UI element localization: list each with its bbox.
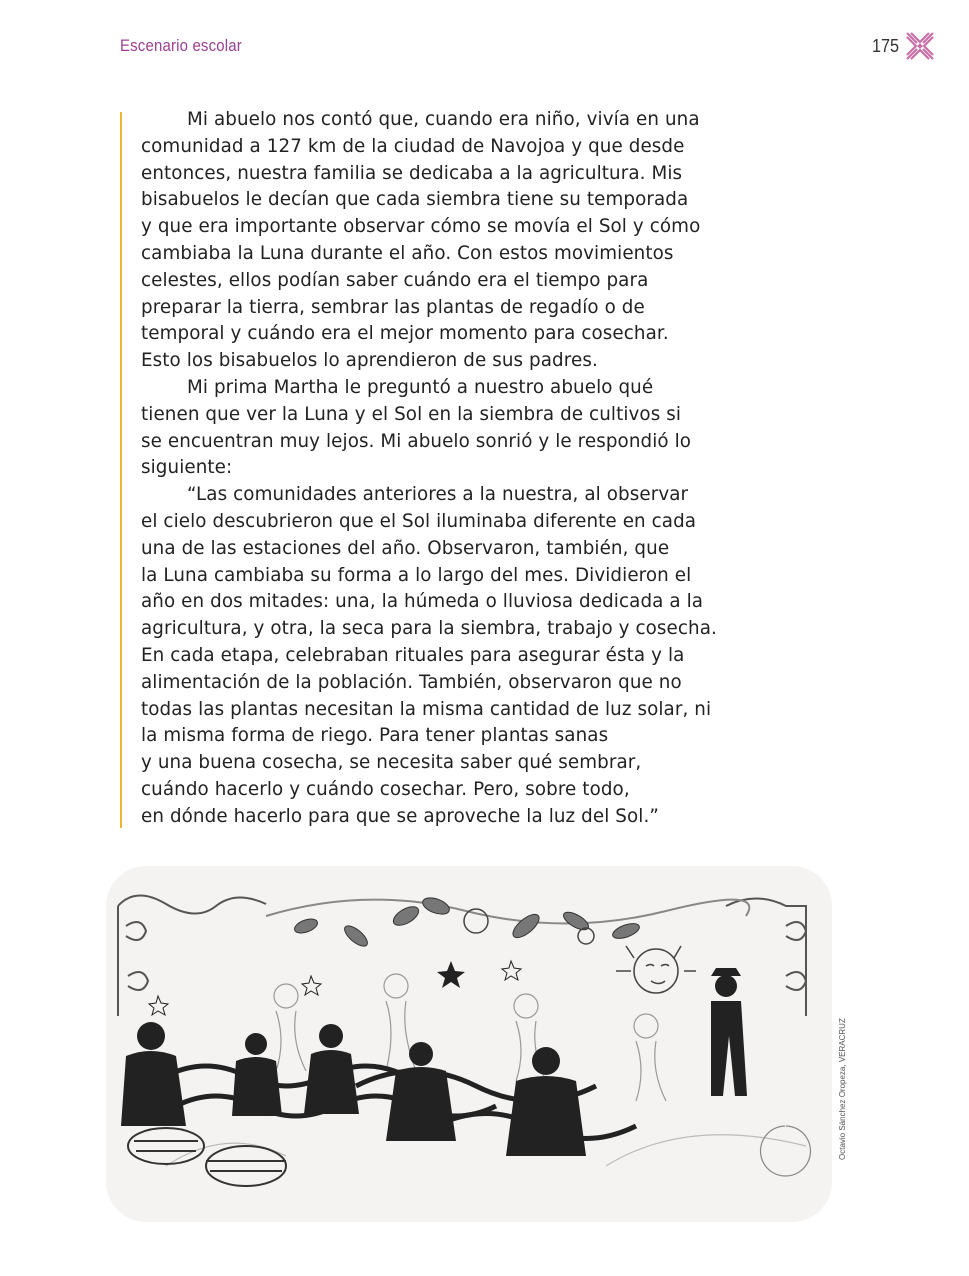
- ink-illustration: [106, 866, 832, 1222]
- text-line: Esto los bisabuelos lo aprendieron de sus padres.: [141, 350, 598, 372]
- geometric-cross-logo-icon: [904, 30, 936, 62]
- text-line: el cielo descubrieron que el Sol iluminaba diferente en cada: [141, 510, 697, 532]
- text-line: “Las comunidades anteriores a la nuestra, al observar: [187, 484, 689, 506]
- text-line: se encuentran muy lejos. Mi abuelo sonrió y le respondió lo: [141, 430, 692, 452]
- page-number: 175: [872, 36, 900, 56]
- text-line: cuándo hacerlo y cuándo cosechar. Pero, sobre todo,: [141, 778, 630, 800]
- text-line: En cada etapa, celebraban rituales para asegurar ésta y la: [141, 644, 685, 666]
- text-line: bisabuelos le decían que cada siembra tiene su temporada: [141, 189, 689, 211]
- text-line: y una buena cosecha, se necesita saber qué sembrar,: [141, 752, 642, 774]
- section-title: Escenario escolar: [120, 36, 242, 55]
- text-line: entonces, nuestra familia se dedicaba a la agricultura. Mis: [141, 162, 683, 184]
- text-line: y que era importante observar cómo se movía el Sol y cómo: [141, 216, 701, 238]
- text-line: Mi abuelo nos contó que, cuando era niño, vivía en una: [187, 109, 700, 130]
- text-line: alimentación de la población. También, observaron que no: [141, 671, 682, 693]
- text-line: año en dos mitades: una, la húmeda o lluviosa dedicada a la: [141, 591, 704, 613]
- text-line: cambiaba la Luna durante el año. Con estos movimientos: [141, 242, 674, 264]
- margin-rule: [120, 112, 122, 828]
- text-line: la Luna cambiaba su forma a lo largo del mes. Dividieron el: [141, 564, 692, 586]
- text-line: temporal y cuándo era el mejor momento para cosechar.: [141, 323, 669, 345]
- illustration-credit: Octavio Sánchez Oropeza, VERACRUZ: [838, 1018, 847, 1160]
- text-line: celestes, ellos podían saber cuándo era el tiempo para: [141, 269, 649, 291]
- text-line: agricultura, y otra, la seca para la siembra, trabajo y cosecha.: [141, 618, 717, 640]
- text-line: siguiente:: [141, 457, 233, 479]
- text-line: tienen que ver la Luna y el Sol en la siembra de cultivos si: [141, 403, 682, 425]
- text-line: en dónde hacerlo para que se aproveche la luz del Sol.”: [141, 805, 659, 827]
- text-line: preparar la tierra, sembrar las plantas de regadío o de: [141, 296, 645, 318]
- text-line: la misma forma de riego. Para tener plantas sanas: [141, 725, 609, 747]
- text-line: una de las estaciones del año. Observaron, también, que: [141, 537, 670, 559]
- text-line: comunidad a 127 km de la ciudad de Navojoa y que desde: [141, 135, 685, 157]
- text-line: todas las plantas necesitan la misma cantidad de luz solar, ni: [141, 698, 712, 720]
- story-text: [141, 107, 751, 831]
- text-line: Mi prima Martha le preguntó a nuestro abuelo qué: [187, 376, 654, 398]
